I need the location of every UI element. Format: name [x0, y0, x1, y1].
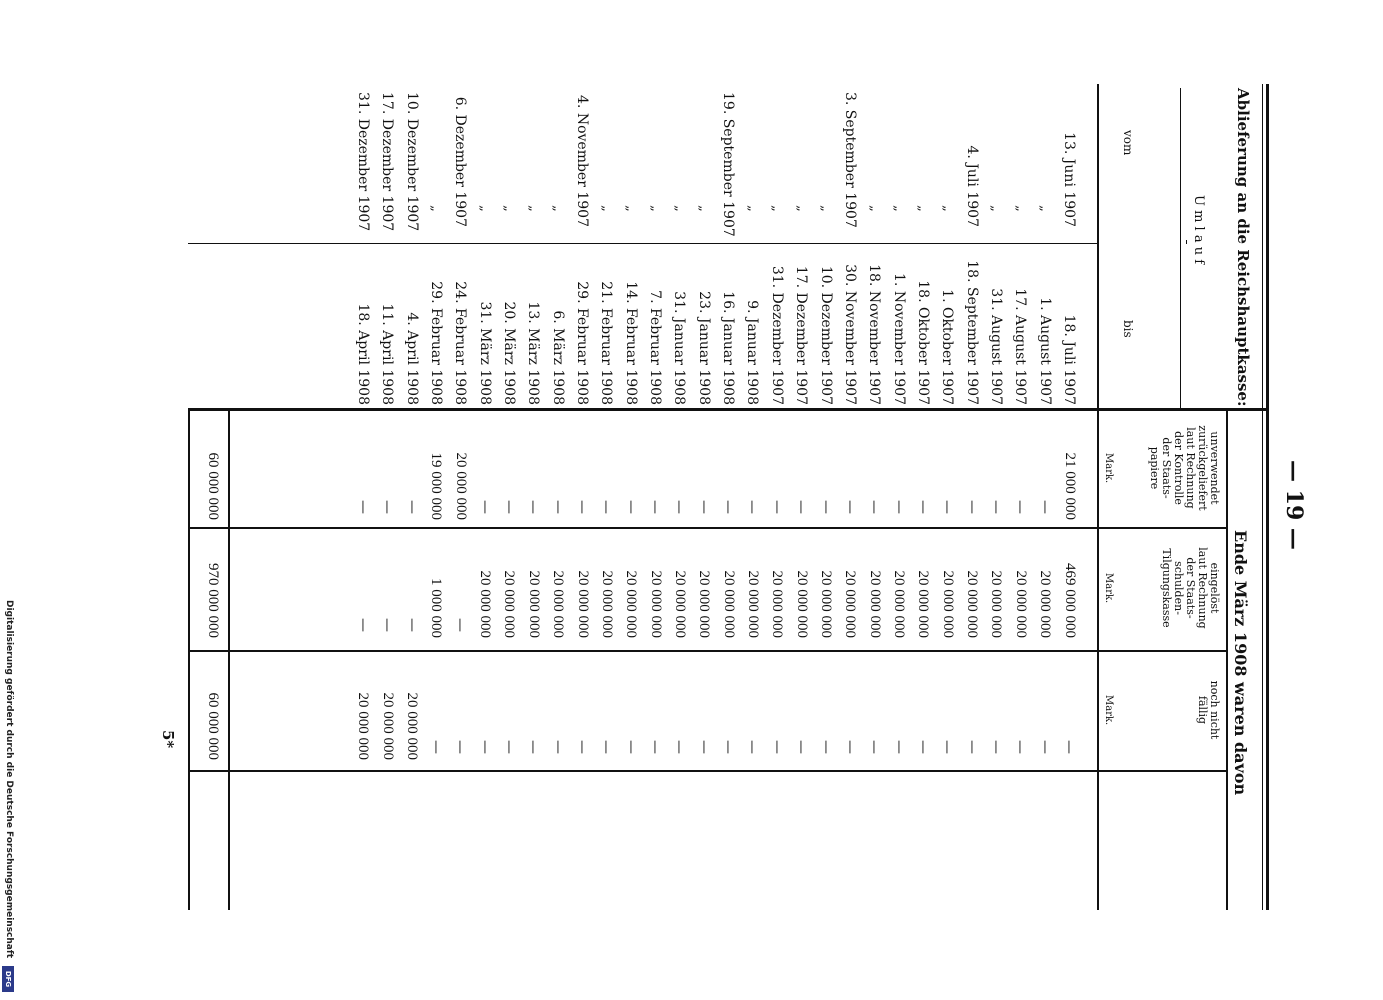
header-bottom-rule	[1097, 84, 1099, 910]
row-unverwendet: 21 000 000	[1061, 452, 1078, 520]
row-noch-nicht-faellig-dash: —	[647, 740, 664, 754]
row-bis: 29. Februar 1908	[427, 281, 444, 405]
header-mark: Mark.	[1103, 453, 1114, 484]
row-vom: 3. September 1907	[841, 92, 858, 228]
row-noch-nicht-faellig-dash: —	[476, 740, 493, 754]
row-unverwendet: 20 000 000	[452, 452, 469, 520]
row-eingeloest: 20 000 000	[1012, 570, 1029, 638]
row-noch-nicht-faellig-dash: —	[598, 740, 615, 754]
row-vom-ditto: „	[988, 205, 1004, 212]
row-noch-nicht-faellig-dash: —	[427, 740, 444, 754]
row-unverwendet-dash: —	[963, 500, 980, 514]
row-noch-nicht-faellig-dash: —	[549, 740, 566, 754]
col-sep-4	[188, 770, 1228, 772]
row-unverwendet-dash: —	[671, 500, 688, 514]
row-unverwendet-dash: —	[841, 500, 858, 514]
row-eingeloest: 20 000 000	[866, 570, 883, 638]
row-eingeloest: 20 000 000	[671, 570, 688, 638]
row-eingeloest-dash: —	[354, 618, 371, 632]
row-unverwendet-dash: —	[744, 500, 761, 514]
row-vom-ditto: „	[647, 205, 663, 212]
row-noch-nicht-faellig-dash: —	[841, 740, 858, 754]
row-vom-ditto: „	[598, 205, 614, 212]
row-noch-nicht-faellig-dash: —	[963, 740, 980, 754]
row-noch-nicht-faellig-dash: —	[768, 740, 785, 754]
row-vom-ditto: „	[1037, 205, 1053, 212]
row-unverwendet-dash: —	[476, 500, 493, 514]
row-eingeloest: 1 000 000	[428, 578, 445, 638]
row-eingeloest: 20 000 000	[1037, 570, 1054, 638]
row-eingeloest: 20 000 000	[744, 570, 761, 638]
row-bis: 6. März 1908	[549, 310, 566, 405]
row-unverwendet-dash: —	[1036, 500, 1053, 514]
row-eingeloest-dash: —	[452, 618, 469, 632]
header-line-unverwendet: der Kontrolle	[1171, 431, 1185, 505]
row-vom-ditto: „	[793, 205, 809, 212]
row-unverwendet-dash: —	[525, 500, 542, 514]
header-vom: vom	[1121, 130, 1135, 156]
row-vom-ditto: „	[1012, 205, 1028, 212]
row-noch-nicht-faellig-dash: —	[622, 740, 639, 754]
row-noch-nicht-faellig-dash: —	[1012, 740, 1029, 754]
row-unverwendet-dash: —	[574, 500, 590, 514]
row-bis: 4. April 1908	[403, 312, 420, 405]
row-bis: 18. Oktober 1907	[914, 280, 931, 405]
row-eingeloest: 20 000 000	[964, 570, 981, 638]
row-unverwendet-dash: —	[598, 500, 615, 514]
row-bis: 13. März 1908	[525, 301, 542, 405]
row-unverwendet-dash: —	[793, 500, 810, 514]
group-title: Ende März 1908 waren davon	[1231, 530, 1250, 796]
row-bis: 31. März 1908	[476, 301, 493, 405]
row-eingeloest: 20 000 000	[769, 570, 786, 638]
row-eingeloest: 20 000 000	[525, 570, 542, 638]
row-vom-ditto: „	[915, 205, 931, 212]
row-noch-nicht-faellig-dash: —	[1036, 740, 1053, 754]
row-bis: 18. September 1907	[963, 260, 980, 405]
row-unverwendet-dash: —	[817, 500, 834, 514]
row-eingeloest: 20 000 000	[574, 570, 591, 638]
row-vom-ditto: „	[501, 205, 517, 212]
row-unverwendet-dash: —	[500, 500, 517, 514]
row-noch-nicht-faellig-dash: —	[720, 740, 737, 754]
row-unverwendet-dash: —	[379, 500, 396, 514]
row-unverwendet-dash: —	[695, 500, 712, 514]
credit-text: Digitalisierung gefördert durch die Deutsche Forschungsgemeinschaft	[4, 600, 14, 959]
row-bis: 31. Januar 1908	[671, 291, 688, 405]
row-vom-ditto: „	[671, 205, 687, 212]
header-line-eingeloest: Tilgungskasse	[1159, 548, 1173, 628]
row-unverwendet-dash: —	[1012, 500, 1029, 514]
row-vom: 4. November 1907	[574, 95, 590, 227]
row-bis: 31. Dezember 1907	[768, 265, 785, 405]
row-vom-ditto: „	[866, 205, 882, 212]
sheet-signature: 5*	[158, 730, 177, 749]
row-bis: 9. Januar 1908	[744, 300, 761, 405]
row-bis: 1. August 1907	[1036, 297, 1053, 405]
row-noch-nicht-faellig-dash: —	[817, 740, 834, 754]
row-bis: 23. Januar 1908	[695, 291, 712, 405]
row-noch-nicht-faellig: 20 000 000	[355, 692, 372, 760]
row-unverwendet-dash: —	[354, 500, 371, 514]
table-title: Ablieferung an die Reichshauptkasse:	[1233, 88, 1252, 407]
row-vom: 4. Juli 1907	[963, 145, 980, 227]
col-sep-2	[188, 527, 1228, 529]
row-bis: 17. Dezember 1907	[793, 265, 810, 405]
header-line-unverwendet: zurückgeliefert	[1195, 425, 1209, 511]
row-unverwendet-dash: —	[549, 500, 566, 514]
row-noch-nicht-faellig-dash: —	[1061, 740, 1077, 754]
header-line-noch_nicht: noch nicht	[1207, 680, 1221, 740]
row-unverwendet-dash: —	[987, 500, 1004, 514]
header-mark: Mark.	[1103, 573, 1114, 604]
row-vom: 19. September 1907	[720, 92, 737, 237]
row-noch-nicht-faellig: 20 000 000	[404, 692, 421, 760]
row-vom-ditto: „	[696, 205, 712, 212]
row-eingeloest: 20 000 000	[915, 570, 932, 638]
row-noch-nicht-faellig-dash: —	[525, 740, 542, 754]
row-bis: 29. Februar 1908	[574, 281, 590, 405]
row-eingeloest: 20 000 000	[818, 570, 834, 638]
row-noch-nicht-faellig-dash: —	[744, 740, 761, 754]
row-unverwendet-dash: —	[403, 500, 420, 514]
row-vom-ditto: „	[891, 205, 907, 212]
row-eingeloest: 20 000 000	[720, 570, 737, 638]
row-noch-nicht-faellig-dash: —	[671, 740, 688, 754]
row-unverwendet-dash: —	[622, 500, 639, 514]
row-eingeloest: 20 000 000	[647, 570, 664, 638]
outer-rule-top	[1266, 84, 1269, 910]
total-rule-outer	[188, 408, 190, 910]
row-vom: 6. Dezember 1907	[452, 96, 469, 227]
row-bis: 14. Februar 1908	[622, 281, 639, 405]
row-noch-nicht-faellig-dash: —	[793, 740, 810, 754]
row-bis: 21. Februar 1908	[598, 281, 615, 405]
row-bis: 1. Oktober 1907	[939, 289, 956, 405]
header-line-noch_nicht: fällig	[1195, 695, 1209, 725]
row-noch-nicht-faellig: 20 000 000	[379, 692, 396, 760]
row-eingeloest: 20 000 000	[988, 570, 1005, 638]
header-line-unverwendet: laut Rechnung	[1183, 427, 1197, 509]
row-eingeloest: 20 000 000	[891, 570, 908, 638]
row-eingeloest: 20 000 000	[696, 570, 713, 638]
row-vom-ditto: „	[744, 205, 760, 212]
row-vom: 17. Dezember 1907	[379, 92, 396, 232]
total-noch-nicht-faellig: 60 000 000	[204, 692, 221, 760]
row-bis: 20. März 1908	[500, 301, 517, 405]
row-eingeloest: 20 000 000	[598, 570, 615, 638]
row-bis: 18. April 1908	[354, 303, 371, 405]
row-noch-nicht-faellig-dash: —	[574, 740, 590, 754]
row-bis: 11. April 1908	[379, 303, 396, 405]
row-unverwendet-dash: —	[866, 500, 883, 514]
row-bis: 1. November 1907	[890, 273, 907, 405]
row-unverwendet-dash: —	[647, 500, 664, 514]
row-bis: 31. August 1907	[987, 288, 1004, 405]
row-noch-nicht-faellig-dash: —	[866, 740, 883, 754]
row-eingeloest: 20 000 000	[501, 570, 518, 638]
row-unverwendet-dash: —	[939, 500, 956, 514]
header-line-unverwendet: unverwendet	[1207, 431, 1221, 505]
row-vom: 13. Juni 1907	[1061, 132, 1077, 227]
header-umlauf: U m l a u f	[1190, 195, 1206, 265]
row-bis: 18. Juli 1907	[1061, 314, 1077, 405]
row-vom: 31. Dezember 1907	[354, 92, 371, 232]
col-sep-vom-bis	[188, 243, 1098, 244]
row-noch-nicht-faellig-dash: —	[890, 740, 907, 754]
header-line-eingeloest: schulden-	[1171, 561, 1185, 615]
header-line-unverwendet: papiere	[1147, 446, 1161, 490]
row-bis: 18. November 1907	[866, 264, 883, 405]
outer-rule-top-thin	[1262, 84, 1263, 910]
row-vom-ditto: „	[939, 205, 955, 212]
row-unverwendet-dash: —	[890, 500, 907, 514]
header-line-eingeloest: eingelöst	[1207, 562, 1221, 614]
row-bis: 30. November 1907	[841, 264, 858, 405]
total-unverwendet: 60 000 000	[204, 452, 221, 520]
group-rule	[1226, 408, 1228, 910]
col-sep-1	[188, 408, 1268, 411]
page-number: — 19 —	[1281, 460, 1307, 550]
row-noch-nicht-faellig-dash: —	[452, 740, 469, 754]
row-unverwendet-dash: —	[914, 500, 931, 514]
row-eingeloest: 20 000 000	[477, 570, 494, 638]
row-eingeloest-dash: —	[379, 618, 396, 632]
dfg-logo: DFG	[2, 966, 14, 992]
row-vom-ditto: „	[550, 205, 566, 212]
header-mark: Mark.	[1103, 695, 1114, 726]
row-bis: 10. Dezember 1907	[817, 265, 834, 405]
row-noch-nicht-faellig-dash: —	[914, 740, 931, 754]
row-vom: 10. Dezember 1907	[403, 92, 420, 232]
row-noch-nicht-faellig-dash: —	[987, 740, 1004, 754]
row-unverwendet-dash: —	[720, 500, 737, 514]
row-bis: 7. Februar 1908	[647, 290, 664, 405]
total-rule	[228, 408, 230, 910]
row-eingeloest: 20 000 000	[793, 570, 810, 638]
row-noch-nicht-faellig-dash: —	[500, 740, 517, 754]
col-sep-3	[188, 650, 1228, 652]
row-unverwendet-dash: —	[768, 500, 785, 514]
row-noch-nicht-faellig-dash: —	[939, 740, 956, 754]
header-bis: bis	[1121, 320, 1135, 338]
row-bis: 16. Januar 1908	[720, 291, 737, 405]
row-eingeloest: 20 000 000	[550, 570, 567, 638]
row-bis: 24. Februar 1908	[452, 281, 469, 405]
row-noch-nicht-faellig-dash: —	[695, 740, 712, 754]
row-eingeloest: 20 000 000	[842, 570, 859, 638]
umlauf-rule	[1180, 88, 1181, 408]
row-vom-ditto: „	[818, 205, 833, 212]
header-line-eingeloest: der Staats-	[1183, 557, 1197, 619]
header-line-unverwendet: der Staats-	[1159, 437, 1173, 499]
row-vom-ditto: „	[477, 205, 493, 212]
umlauf-tick	[1186, 240, 1187, 244]
row-unverwendet: 19 000 000	[428, 452, 445, 520]
row-vom-ditto: „	[623, 205, 639, 212]
total-eingeloest: 970 000 000	[204, 563, 221, 638]
row-vom-ditto: „	[525, 205, 541, 212]
row-bis: 17. August 1907	[1012, 288, 1029, 405]
row-vom-ditto: „	[769, 205, 785, 212]
row-eingeloest: 20 000 000	[623, 570, 640, 638]
row-eingeloest: 469 000 000	[1061, 563, 1078, 638]
row-eingeloest-dash: —	[403, 618, 420, 632]
header-line-eingeloest: laut Rechnung	[1195, 547, 1209, 629]
row-vom-ditto: „	[428, 205, 444, 212]
row-eingeloest: 20 000 000	[939, 570, 956, 638]
